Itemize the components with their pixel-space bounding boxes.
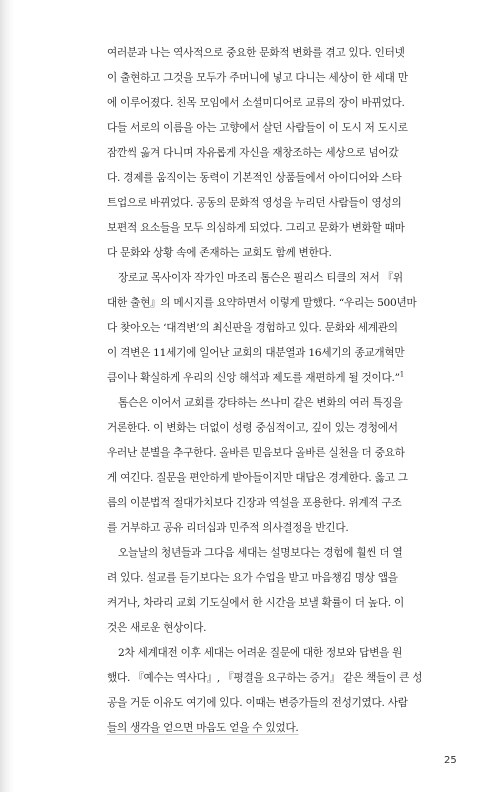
text-line: 우러난 분별을 추구한다. 올바른 믿음보다 올바른 실천을 더 중요하 <box>107 447 405 459</box>
text-line: 름의 이분법적 절대가치보다 긴장과 역설을 포용한다. 위계적 구조 <box>107 497 402 509</box>
text-line: 를 거부하고 공유 리더십과 민주적 의사결정을 반긴다. <box>107 522 349 534</box>
text-line: 게 여긴다. 질문을 편안하게 받아들이지만 대답은 경계한다. 옳고 그 <box>107 472 408 484</box>
text-line: 들의 생각을 얻으면 마음도 얻을 수 있었다. <box>107 722 299 734</box>
text-line: 잠깐씩 옮겨 다니며 자유롭게 자신을 재창조하는 세상으로 넘어갔 <box>107 147 399 159</box>
paragraph-1 <box>107 41 464 266</box>
text-line: 장로교 목사이자 작가인 마조리 톰슨은 필리스 티클의 저서 『위 <box>118 272 403 284</box>
paragraph-4 <box>107 541 464 641</box>
text-line: 이 출현하고 그것을 모두가 주머니에 넣고 다니는 세상이 한 세대 만 <box>107 72 408 84</box>
text-line <box>107 366 464 391</box>
text-line: 대한 출현』의 메시지를 요약하면서 이렇게 말했다. “우리는 500년마 <box>107 297 417 309</box>
text-line: 공을 거둔 이유도 여기에 있다. 이때는 변증가들의 전성기였다. 사람 <box>107 697 408 709</box>
text-line: 했다. 『예수는 역사다』, 『평결을 요구하는 증거』 같은 책들이 큰 성 <box>107 672 423 684</box>
text-line: 켜거나, 차라리 교회 기도실에서 한 시간을 보낼 확률이 더 높다. 이 <box>107 597 404 609</box>
text-line: 2차 세계대전 이후 세대는 어려운 질문에 대한 정보와 답변을 원 <box>118 647 403 659</box>
text-line: 트업으로 바뀌었다. 공동의 문화적 영성을 누리던 사람들이 영성의 <box>107 197 402 209</box>
text-line: 것은 새로운 현상이다. <box>107 622 207 634</box>
paragraph-5 <box>107 641 464 741</box>
text-line: 다. 경제를 움직이는 동력이 기본적인 상품들에서 아이디어와 스타 <box>107 172 402 184</box>
text-line: 다 문화와 상황 속에 존재하는 교회도 함께 변한다. <box>107 247 332 259</box>
text-line: 에 이루어졌다. 친목 모임에서 소셜미디어로 교류의 장이 바뀌었다. <box>107 97 405 109</box>
text-line: 려 있다. 설교를 듣기보다는 요가 수업을 받고 마음챙김 명상 앱을 <box>107 572 398 584</box>
page-number: 25 <box>444 755 457 766</box>
text-line: 톰슨은 이어서 교회를 강타하는 쓰나미 같은 변화의 여러 특징을 <box>118 397 403 409</box>
spine-shadow <box>0 0 14 792</box>
text-line: 다 찾아오는 ‘대격변’의 최신판을 경험하고 있다. 문화와 세계관의 <box>107 322 398 334</box>
text-line: 여러분과 나는 역사적으로 중요한 문화적 변화를 겪고 있다. 인터넷 <box>107 47 405 59</box>
footnote-marker: 1 <box>399 370 405 379</box>
paragraph-2 <box>107 266 464 391</box>
text-line: 오늘날의 청년들과 그다음 세대는 설명보다는 경험에 훨씬 더 열 <box>118 547 403 559</box>
text-line-content: 큼이나 확실하게 우리의 신앙 해석과 제도를 재편하게 될 것이다.” <box>107 372 400 384</box>
paragraph-3 <box>107 391 464 541</box>
text-line: 다들 서로의 이름을 아는 고향에서 살던 사람들이 이 도시 저 도시로 <box>107 122 408 134</box>
text-line: 거론한다. 이 변화는 더없이 성령 중심적이고, 깊이 있는 경청에서 <box>107 422 398 434</box>
text-line: 보편적 요소들을 모두 의심하게 되었다. 그리고 문화가 변화할 때마 <box>107 222 405 234</box>
body-text <box>107 41 464 741</box>
text-line: 이 격변은 11세기에 일어난 교회의 대분열과 16세기의 종교개혁만 <box>107 347 405 359</box>
